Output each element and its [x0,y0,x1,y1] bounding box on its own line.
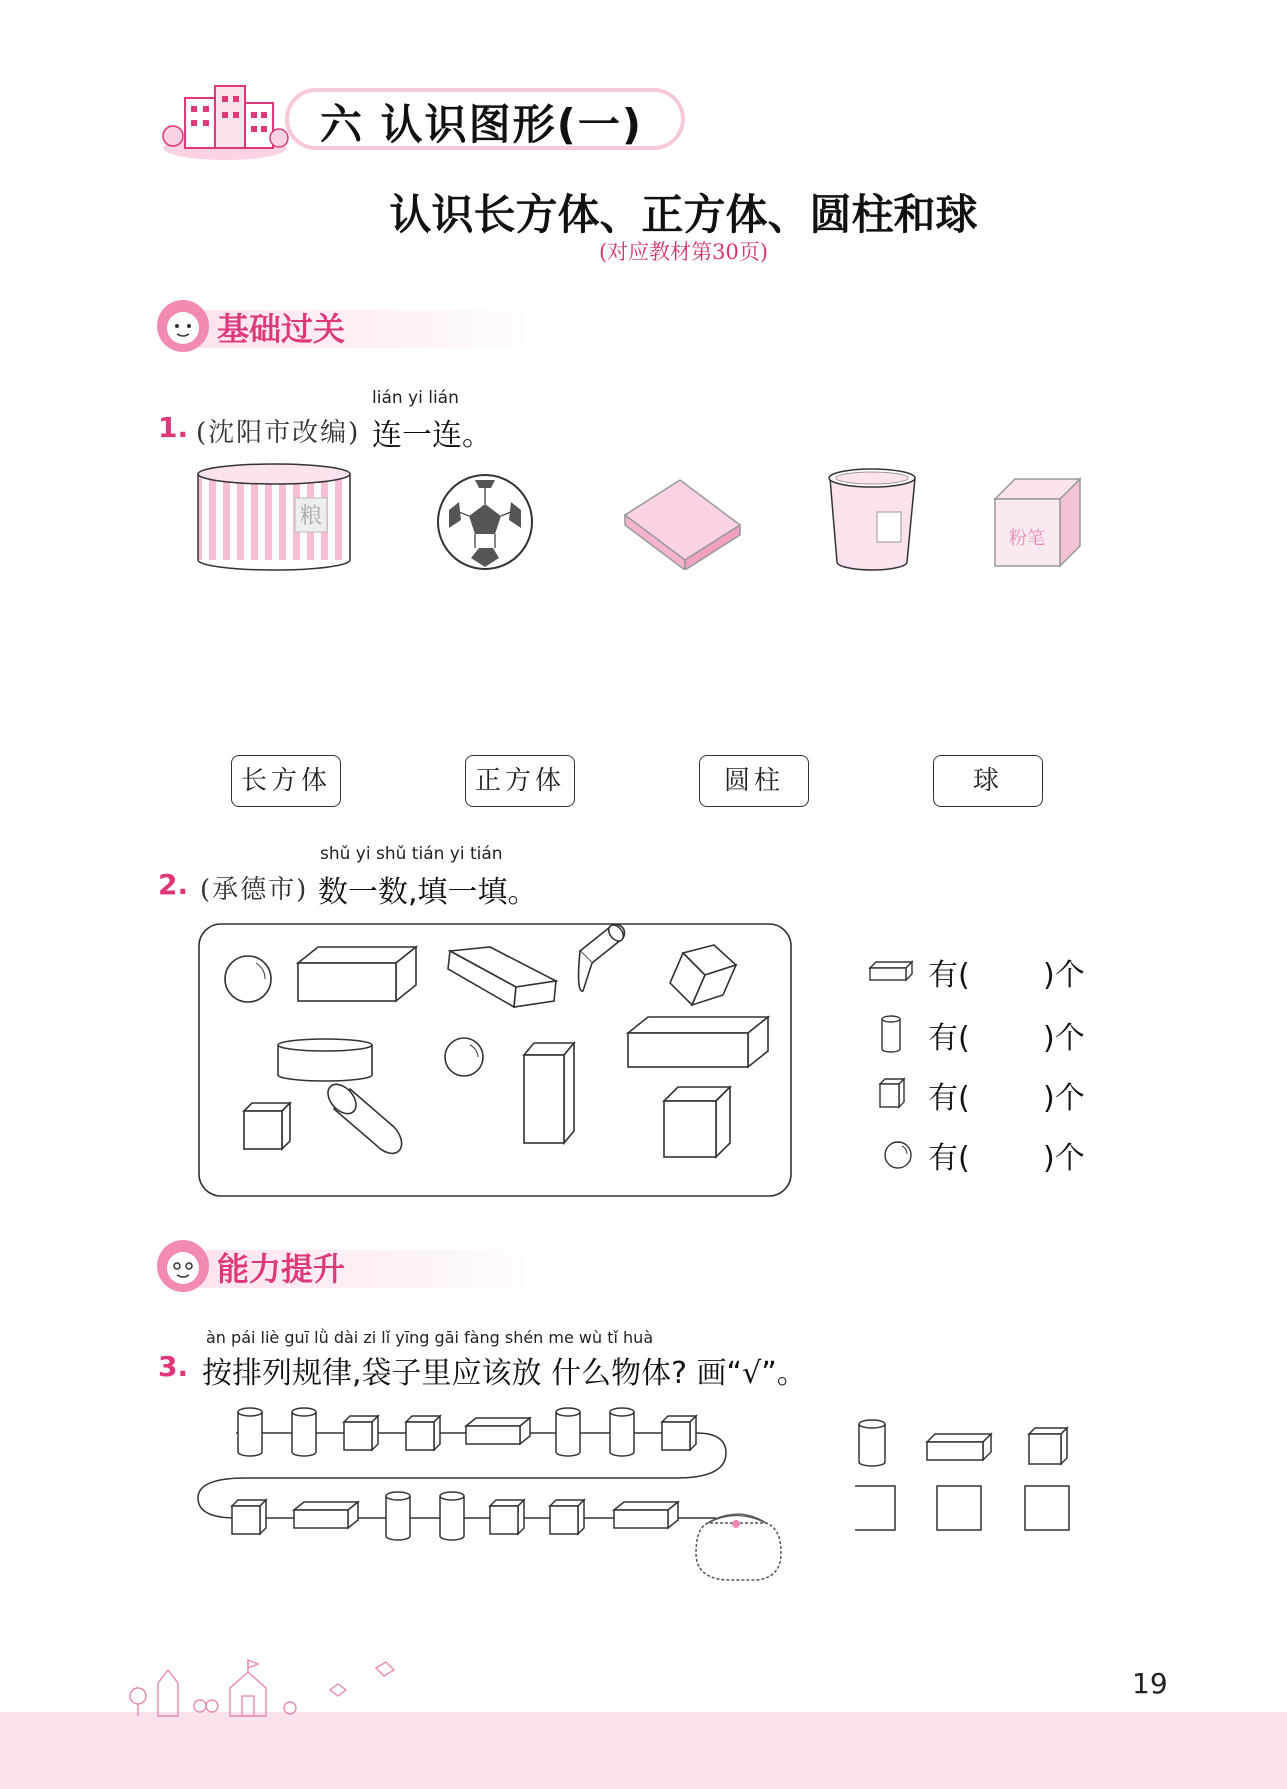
count-row-sphere [868,1133,1098,1176]
count-open-paren: 有( [928,958,970,993]
count-input-cube[interactable] [976,1073,1036,1109]
section-basic [155,298,575,354]
count-close-paren: )个 [1043,1021,1085,1056]
q1-pinyin: lián yi lián [372,388,459,408]
q3-text: 按排列规律,袋子里应该放 什么物体? 画“√”。 [202,1356,807,1391]
option-cuboid[interactable]: 长方体 [231,755,341,807]
q3-number: 3. [158,1350,189,1383]
chapter-banner [155,78,695,158]
cylinder-icon [868,1013,914,1057]
count-input-sphere[interactable] [976,1133,1036,1169]
count-input-cuboid[interactable] [976,950,1036,986]
q2-text: 数一数,填一填。 [318,875,538,910]
q1-text: 连一连。 [372,418,492,453]
school-building-icon [155,78,295,163]
tin-label: 粮 [299,504,323,529]
eraser-image[interactable] [620,470,745,570]
section-basic-label: 基础过关 [217,310,346,348]
q3-choices [855,1416,1095,1536]
count-row-cube [868,1073,1098,1116]
sphere-icon [868,1135,914,1171]
count-row-cuboid [868,950,1098,993]
option-sphere[interactable]: 球 [933,755,1043,807]
choice-cuboid-checkbox[interactable] [937,1486,981,1530]
choice-cylinder-checkbox[interactable] [855,1486,895,1530]
q3-pinyin: àn pái liè guī lǜ dài zi lǐ yīng gāi fàng shén me wù tǐ huà [206,1328,654,1347]
chapter-title: 六 认识图形(一) [320,100,644,149]
q1-number: 1. [158,411,189,444]
q2-source: (承德市) [200,875,309,905]
count-close-paren: )个 [1043,958,1085,993]
choice-cube-checkbox[interactable] [1025,1486,1069,1530]
chalk-label: 粉笔 [1009,528,1045,549]
section-advanced [155,1238,575,1294]
count-input-cylinder[interactable] [976,1013,1036,1049]
lesson-reference: (对应教材第30页) [598,240,769,264]
pattern-sequence [196,1398,796,1583]
page-number: 19 [1132,1667,1168,1700]
q2-pinyin: shǔ yi shǔ tián yi tián [320,844,503,864]
count-open-paren: 有( [928,1081,970,1116]
count-close-paren: )个 [1043,1141,1085,1176]
cube-icon [868,1075,914,1111]
student-avatar-icon [155,298,211,354]
section-advanced-label: 能力提升 [217,1250,346,1288]
footer-band [0,1712,1287,1789]
count-open-paren: 有( [928,1141,970,1176]
lesson-title: 认识长方体、正方体、圆柱和球 [389,190,978,239]
count-open-paren: 有( [928,1021,970,1056]
q1-source: (沈阳市改编) [196,418,361,448]
student-avatar-icon [155,1238,211,1294]
bag-icon [696,1514,781,1580]
count-close-paren: )个 [1043,1081,1085,1116]
soccer-ball-image[interactable] [435,472,535,572]
shapes-panel [198,923,793,1198]
option-cube[interactable]: 正方体 [465,755,575,807]
cuboid-icon [868,956,914,986]
tin-can-image[interactable] [195,462,355,572]
option-cylinder[interactable]: 圆柱 [699,755,809,807]
town-decoration-icon [120,1648,400,1718]
q2-number: 2. [158,868,189,901]
cup-image[interactable] [825,466,920,576]
count-row-cylinder [868,1013,1098,1057]
chalk-box-image[interactable] [990,474,1090,574]
